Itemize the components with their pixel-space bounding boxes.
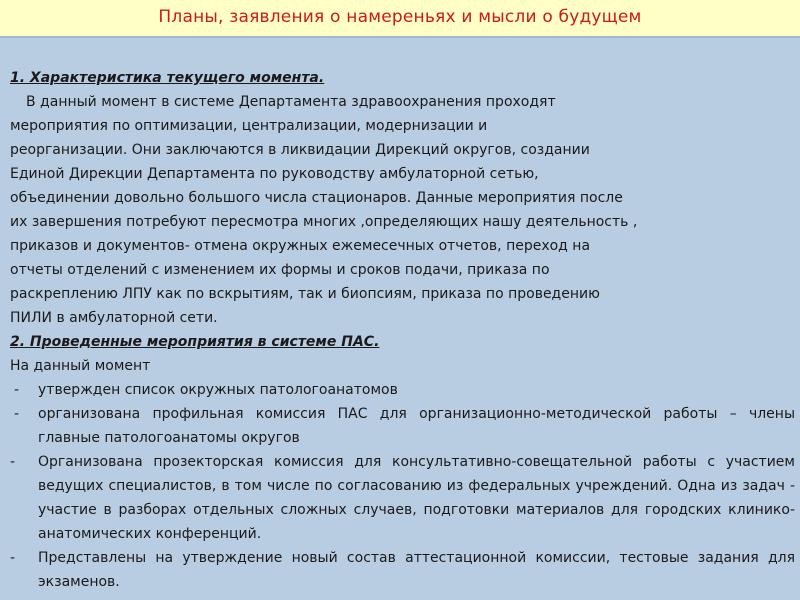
section-1-line: объединении довольно большого числа стационаров. Данные мероприятия после: [10, 190, 623, 206]
list-item: [10, 546, 795, 594]
section-1-line: отчеты отделений с изменением их формы и сроков подачи, приказа по: [10, 262, 550, 278]
section-1-heading: 1. Характеристика текущего момента.: [10, 70, 325, 86]
title-bar: [0, 0, 800, 38]
list-bullet: -: [14, 382, 20, 398]
section-1-line: ПИЛИ в амбулаторной сети.: [10, 310, 218, 326]
section-1-line: Единой Дирекции Департамента по руководству амбулаторной сетью,: [10, 166, 539, 182]
section-1-line: реорганизации. Они заключаются в ликвидации Дирекций округов, создании: [10, 142, 590, 158]
section-1-line: В данный момент в системе Департамента здравоохранения проходят: [26, 94, 556, 110]
section-1-line: мероприятия по оптимизации, централизации, модернизации и: [10, 118, 488, 134]
list-bullet: -: [10, 454, 16, 470]
slide-content: [10, 66, 795, 594]
list-bullet: -: [14, 406, 20, 422]
list-item-text: утвержден список окружных патологоанатомов: [38, 382, 398, 398]
section-1-line: приказов и документов- отмена окружных ежемесечных отчетов, переход на: [10, 238, 591, 254]
section-1-line: раскреплению ЛПУ как по вскрытиям, так и биопсиям, приказа по проведению: [10, 286, 600, 302]
section-2-intro: На данный момент: [10, 358, 151, 374]
list-item-text: Представлены на утверждение новый состав аттестационной комиссии, тестовые задания для экзаменов.: [38, 550, 795, 590]
section-2-heading: 2. Проведенные мероприятия в системе ПАС.: [10, 334, 380, 350]
list-item: [10, 450, 795, 546]
slide-title: Планы, заявления о намереньях и мысли о будущем: [158, 7, 642, 27]
list-bullet: -: [10, 550, 16, 566]
list-item: [10, 402, 795, 450]
list-item: [10, 378, 795, 402]
list-item-text: Организована прозекторская комиссия для консультативно-совещательной работы с участием ведущих специалистов, в том числе по согласованию из федеральных учреждений. Одна из задач - участие в разборах отдельных сложных случаев, подготовки материалов для городских клинико-анатомических конференций.: [38, 454, 795, 542]
list-item-text: организована профильная комиссия ПАС для организационно-методической работы – члены главные патологоанатомы округов: [38, 406, 795, 446]
section-1-line: их завершения потребуют пересмотра многих ,определяющих нашу деятельность ,: [10, 214, 638, 230]
